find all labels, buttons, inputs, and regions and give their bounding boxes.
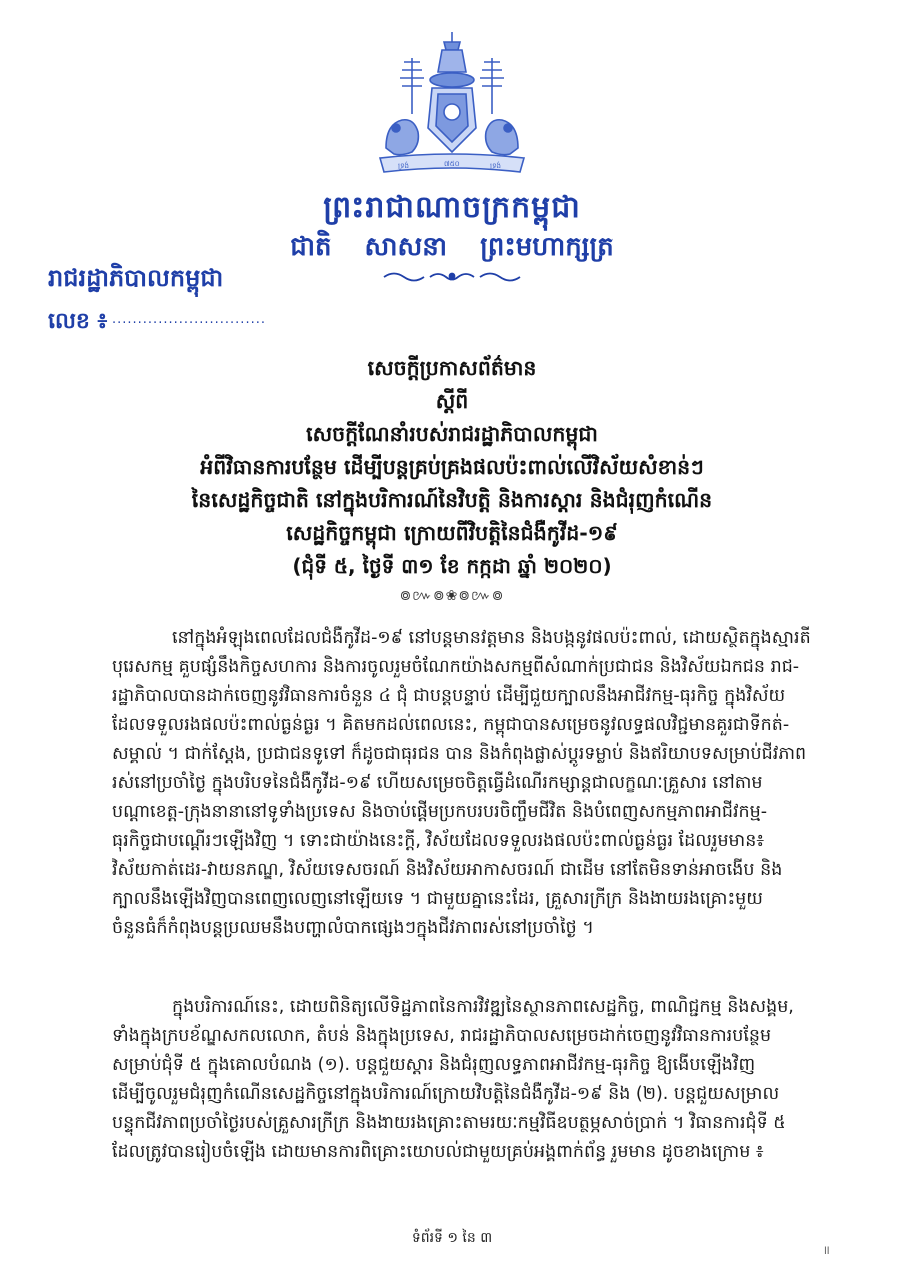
- title-line: សេចក្តីប្រកាសព័ត៌មាន: [367, 356, 537, 380]
- national-motto: ជាតិ សាសនា ព្រះមហាក្សត្រ: [290, 232, 614, 262]
- paragraph-line: បន្ទុកជីវភាពប្រចាំថ្ងៃរបស់គ្រួសារក្រីក្រ និងងាយរងគ្រោះតាមរយៈកម្មវិធីឧបត្ថម្ភសាច់ប្រាក់ ។ វិធានការជុំទី ៥: [112, 1113, 786, 1133]
- paragraph-line: ធុរកិច្ចជាបណ្តើរៗឡើងវិញ ។ ទោះជាយ៉ាងនេះក្តី, វិស័យដែលទទួលរងផលប៉ះពាល់ធ្ងន់ធ្ងរ ដែលរួមមាន៖: [112, 831, 765, 851]
- issuing-government: រាជរដ្ឋាភិបាលកម្ពុជា: [48, 264, 224, 292]
- body-paragraph-2: [112, 993, 832, 1167]
- page-number: ទំព័រទី ១ នៃ ៣: [411, 1230, 493, 1246]
- royal-emblem-icon: [372, 28, 532, 178]
- reference-number-label: លេខ ៖: [48, 309, 108, 334]
- paragraph-line: ចំនួនធំក៏កំពុងបន្តប្រឈមនឹងបញ្ហាលំបាកផ្សេងៗក្នុងជីវភាពរស់នៅប្រចាំថ្ងៃ ។: [112, 918, 594, 938]
- paragraph-line: ក្បាលនឹងឡើងវិញបានពេញលេញនៅឡើយទេ ។ ជាមួយគ្នានេះដែរ, គ្រួសារក្រីក្រ និងងាយរងគ្រោះមួយ: [112, 889, 763, 909]
- paragraph-line: ដែលត្រូវបានរៀបចំឡើង ដោយមានការពិគ្រោះយោបល់ជាមួយគ្រប់អង្គពាក់ព័ន្ធ រួមមាន ដូចខាងក្រោម ៖: [112, 1142, 764, 1162]
- divider-ornament-icon: [380, 268, 524, 284]
- title-line: អំពីវិធានការបន្ថែម ដើម្បីបន្តគ្រប់គ្រងផលប៉ះពាល់លើវិស័យសំខាន់ៗ: [200, 455, 704, 479]
- title-line: នៃសេដ្ឋកិច្ចជាតិ នៅក្នុងបរិការណ៍នៃវិបត្តិ និងការស្តារ និងជំរុញកំណើន: [191, 488, 713, 512]
- svg-text:ទ្រង់: ទ្រង់: [490, 162, 501, 170]
- title-line: សេដ្ឋកិច្ចកម្ពុជា ក្រោយពីវិបត្តិនៃជំងឺកូវីដ-១៩: [286, 521, 618, 545]
- paragraph-line: បណ្តាខេត្ត-ក្រុងនានានៅទូទាំងប្រទេស និងចាប់ផ្តើមប្រកបរបរចិញ្ចឹមជីវិត និងបំពេញសកម្មភាពអាជីវកម្ម-: [112, 802, 768, 822]
- body-paragraph-1: [112, 624, 832, 943]
- paragraph-line: ដែលទទួលរងផលប៉ះពាល់ធ្ងន់ធ្ងរ ។ គិតមកដល់ពេលនេះ, កម្ពុជាបានសម្រេចនូវលទ្ធផលវិជ្ជមានគួរជាទីកត់-: [112, 715, 790, 735]
- paragraph-line: សម្រាប់ជុំទី ៥ ក្នុងគោលបំណង (១). បន្តជួយស្តារ និងជំរុញលទ្ធភាពអាជីវកម្ម-ធុរកិច្ច ឱ្យងើបឡើងវិញ: [112, 1055, 756, 1075]
- svg-text:៧៥០: ៧៥០: [444, 160, 460, 168]
- paragraph-line: ដើម្បីចូលរួមជំរុញកំណើនសេដ្ឋកិច្ចនៅក្នុងបរិការណ៍ក្រោយវិបត្តិនៃជំងឺកូវីដ-១៩ និង (២). បន្តជួយសម្រាល: [112, 1084, 780, 1104]
- title-line: សេចក្តីណែនាំរបស់រាជរដ្ឋាភិបាលកម្ពុជា: [306, 422, 598, 446]
- paragraph-line: វិស័យកាត់ដេរ-វាយនភណ្ឌ, វិស័យទេសចរណ៍ និងវិស័យអាកាសចរណ៍ ជាដើម នៅតែមិនទាន់អាចងើប និង: [112, 860, 783, 880]
- paragraph-line: រស់នៅប្រចាំថ្ងៃ ក្នុងបរិបទនៃជំងឺកូវីដ-១៩ ហើយសម្រេចចិត្តធ្វើដំណើរកម្សាន្តជាលក្ខណៈគ្រួសារ នៅតាម: [112, 773, 763, 793]
- corner-mark: ll: [824, 1246, 830, 1257]
- paragraph-line: នៅក្នុងអំឡុងពេលដែលជំងឺកូវីដ-១៩ នៅបន្តមានវត្តមាន និងបង្កនូវផលប៉ះពាល់, ដោយស្ថិតក្នុងស្មារតី: [172, 628, 811, 648]
- paragraph-line: ក្នុងបរិការណ៍នេះ, ដោយពិនិត្យលើទិដ្ឋភាពនៃការវិវឌ្ឍនៃស្ថានភាពសេដ្ឋកិច្ច, ពាណិជ្ជកម្ម និងសង្គម,: [172, 997, 794, 1017]
- paragraph-line: សម្គាល់ ។ ជាក់ស្តែង, ប្រជាជនទូទៅ ក៏ដូចជាធុរជន បាន និងកំពុងផ្លាស់ប្តូរទម្លាប់ និងឥរិយាបទសម្រាប់ជីវភាព: [112, 744, 807, 764]
- paragraph-line: ទាំងក្នុងក្របខ័ណ្ឌសកលលោក, តំបន់ និងក្នុងប្រទេស, រាជរដ្ឋាភិបាលសម្រេចដាក់ចេញនូវវិធានការបន្ថែម: [112, 1026, 772, 1046]
- paragraph-line: បុរេសកម្ម គួបផ្សំនឹងកិច្ចសហការ និងការចូលរួមចំណែកយ៉ាងសកម្មពីសំណាក់ប្រជាជន និងវិស័យឯកជន រាជ-: [112, 657, 800, 677]
- release-date: (ជុំទី ៥, ថ្ងៃទី ៣១ ខែ កក្កដា ឆ្នាំ ២០២០): [292, 554, 612, 578]
- title-line: ស្តីពី: [435, 389, 469, 413]
- svg-text:ទ្រង់: ទ្រង់: [398, 162, 409, 170]
- reference-number-blank: ..............................: [112, 312, 266, 327]
- paragraph-line: រដ្ឋាភិបាលបានដាក់ចេញនូវវិធានការចំនួន ៤ ជុំ ជាបន្តបន្ទាប់ ដើម្បីជួយក្បាលនឹងអាជីវកម្ម-ធុរកិច្ច ក្នុងវិស័យ: [112, 686, 786, 706]
- press-release-title: [60, 352, 844, 609]
- kingdom-heading: ព្រះរាជាណាចក្រកម្ពុជា: [323, 190, 581, 225]
- decorative-separator: ៙៚៙❀៙៚៙: [399, 588, 505, 604]
